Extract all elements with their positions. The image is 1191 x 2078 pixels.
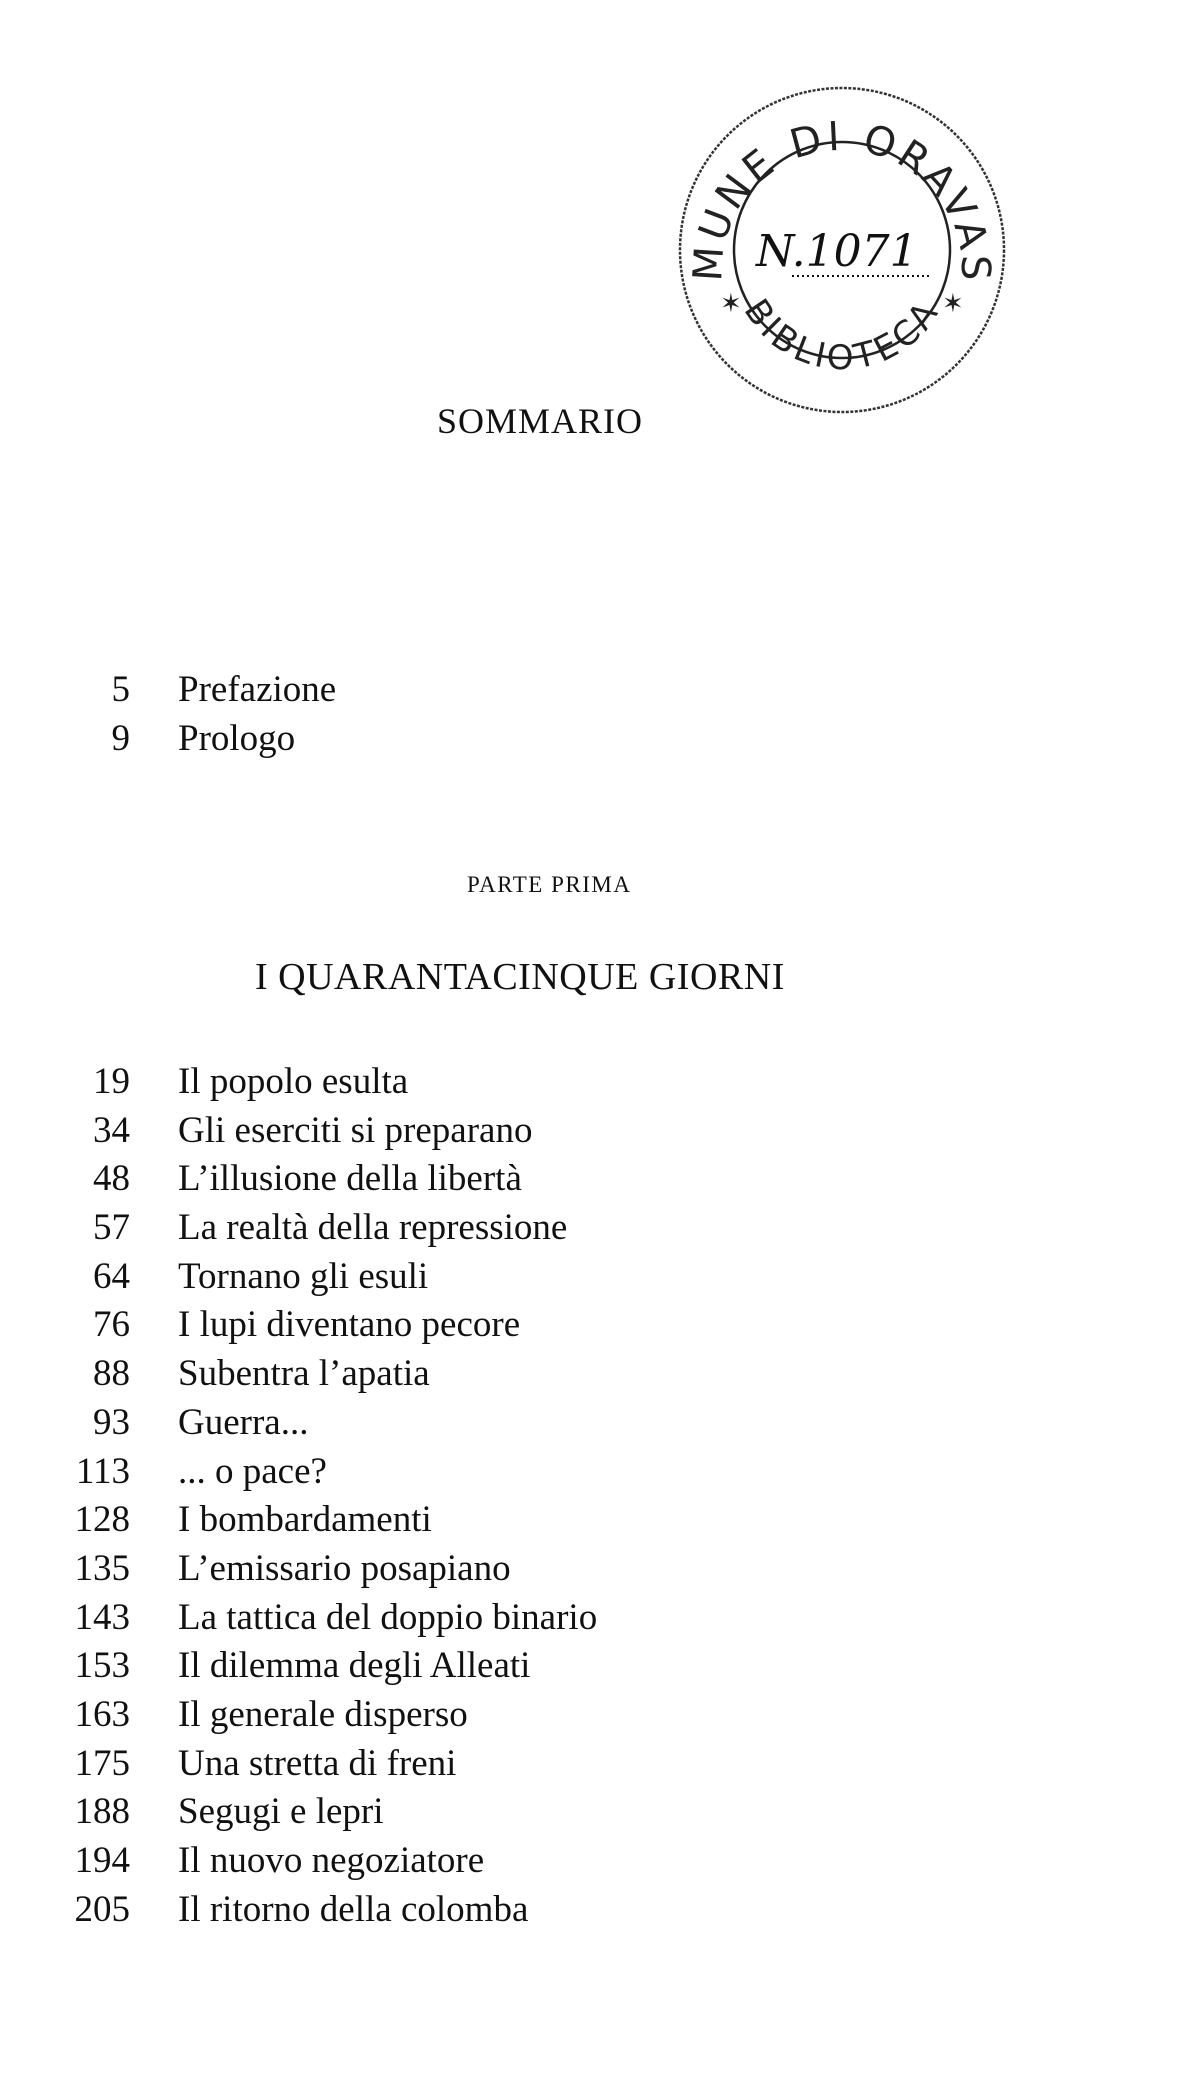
toc-page-number: 135 xyxy=(74,1547,130,1589)
toc-page-number: 128 xyxy=(74,1499,130,1541)
intro-list xyxy=(0,665,336,763)
toc-entry-title: L’illusione della libertà xyxy=(178,1158,522,1200)
library-stamp xyxy=(672,80,1012,420)
toc-entry xyxy=(0,714,336,763)
toc-entry-title: Prologo xyxy=(178,718,296,759)
toc-entry xyxy=(0,1886,597,1935)
toc-page-number: 163 xyxy=(74,1693,130,1735)
toc-entry xyxy=(0,1399,597,1448)
toc-entry xyxy=(0,1448,597,1497)
toc-entry xyxy=(0,1301,597,1350)
toc-entry xyxy=(0,1253,597,1302)
toc-entry-title: L’emissario posapiano xyxy=(178,1547,511,1589)
toc-entry-title: Gli eserciti si preparano xyxy=(178,1109,533,1151)
toc-entry xyxy=(0,1788,597,1837)
toc-entry-title: Una stretta di freni xyxy=(178,1742,457,1784)
toc-entry-title: I bombardamenti xyxy=(178,1499,432,1541)
toc-entry-title: Segugi e lepri xyxy=(178,1791,384,1833)
toc-entry-title: Il nuovo negoziatore xyxy=(178,1840,485,1881)
library-stamp-icon xyxy=(672,80,1012,420)
toc-page-number: 205 xyxy=(74,1888,130,1930)
toc-entry xyxy=(0,1642,597,1691)
toc-entry-title: Subentra l’apatia xyxy=(178,1353,430,1395)
svg-text:BIBLIOTECA: BIBLIOTECA xyxy=(735,292,949,379)
toc-page-number: 88 xyxy=(93,1353,130,1395)
toc-page-number: 34 xyxy=(93,1109,130,1151)
toc-entry-title: ... o pace? xyxy=(178,1450,327,1492)
toc-entry xyxy=(0,1350,597,1399)
chapter-list xyxy=(0,1058,597,1934)
toc-entry-title: Guerra... xyxy=(178,1401,309,1443)
toc-page-number: 194 xyxy=(74,1840,130,1881)
toc-page-number: 9 xyxy=(111,718,130,759)
part-title: I QUARANTACINQUE GIORNI xyxy=(255,956,785,998)
toc-entry-title: Il generale disperso xyxy=(178,1693,468,1735)
toc-page-number: 76 xyxy=(93,1304,130,1346)
toc-entry xyxy=(0,665,336,714)
svg-text:✶: ✶ xyxy=(942,289,964,319)
toc-entry xyxy=(0,1058,597,1107)
toc-page-number: 57 xyxy=(93,1207,130,1249)
toc-page-number: 5 xyxy=(111,669,130,710)
toc-page-number: 175 xyxy=(74,1742,130,1784)
toc-page-number: 19 xyxy=(93,1061,130,1102)
toc-page-number: 153 xyxy=(74,1645,130,1687)
toc-entry-title: Il ritorno della colomba xyxy=(178,1888,529,1930)
toc-page-number: 188 xyxy=(74,1791,130,1833)
toc-page-number: 64 xyxy=(93,1255,130,1297)
svg-text:COMUNE DI ORAVASSO: MUNE DI ORAVAS xyxy=(685,113,999,285)
toc-entry xyxy=(0,1545,597,1594)
toc-page-number: 143 xyxy=(74,1596,130,1638)
svg-text:N.1071: N.1071 xyxy=(756,226,918,277)
toc-page-number: 48 xyxy=(93,1158,130,1200)
toc-entry-title: La realtà della repressione xyxy=(178,1207,568,1249)
part-label: PARTE PRIMA xyxy=(467,872,632,897)
toc-entry xyxy=(0,1837,597,1886)
toc-entry-title: Tornano gli esuli xyxy=(178,1255,429,1297)
toc-entry xyxy=(0,1204,597,1253)
toc-entry-title: I lupi diventano pecore xyxy=(178,1304,521,1346)
page-title: SOMMARIO xyxy=(437,401,644,441)
toc-entry xyxy=(0,1691,597,1740)
toc-entry-title: Il dilemma degli Alleati xyxy=(178,1645,531,1687)
toc-entry-title: La tattica del doppio binario xyxy=(178,1596,598,1638)
toc-entry xyxy=(0,1107,597,1156)
toc-entry xyxy=(0,1594,597,1643)
toc-page-number: 113 xyxy=(75,1450,130,1492)
toc-page-number: 93 xyxy=(93,1401,130,1443)
toc-entry xyxy=(0,1740,597,1789)
svg-text:✶: ✶ xyxy=(720,289,742,319)
toc-entry-title: Prefazione xyxy=(178,669,337,710)
toc-entry xyxy=(0,1496,597,1545)
toc-entry-title: Il popolo esulta xyxy=(178,1061,409,1102)
toc-entry xyxy=(0,1155,597,1204)
